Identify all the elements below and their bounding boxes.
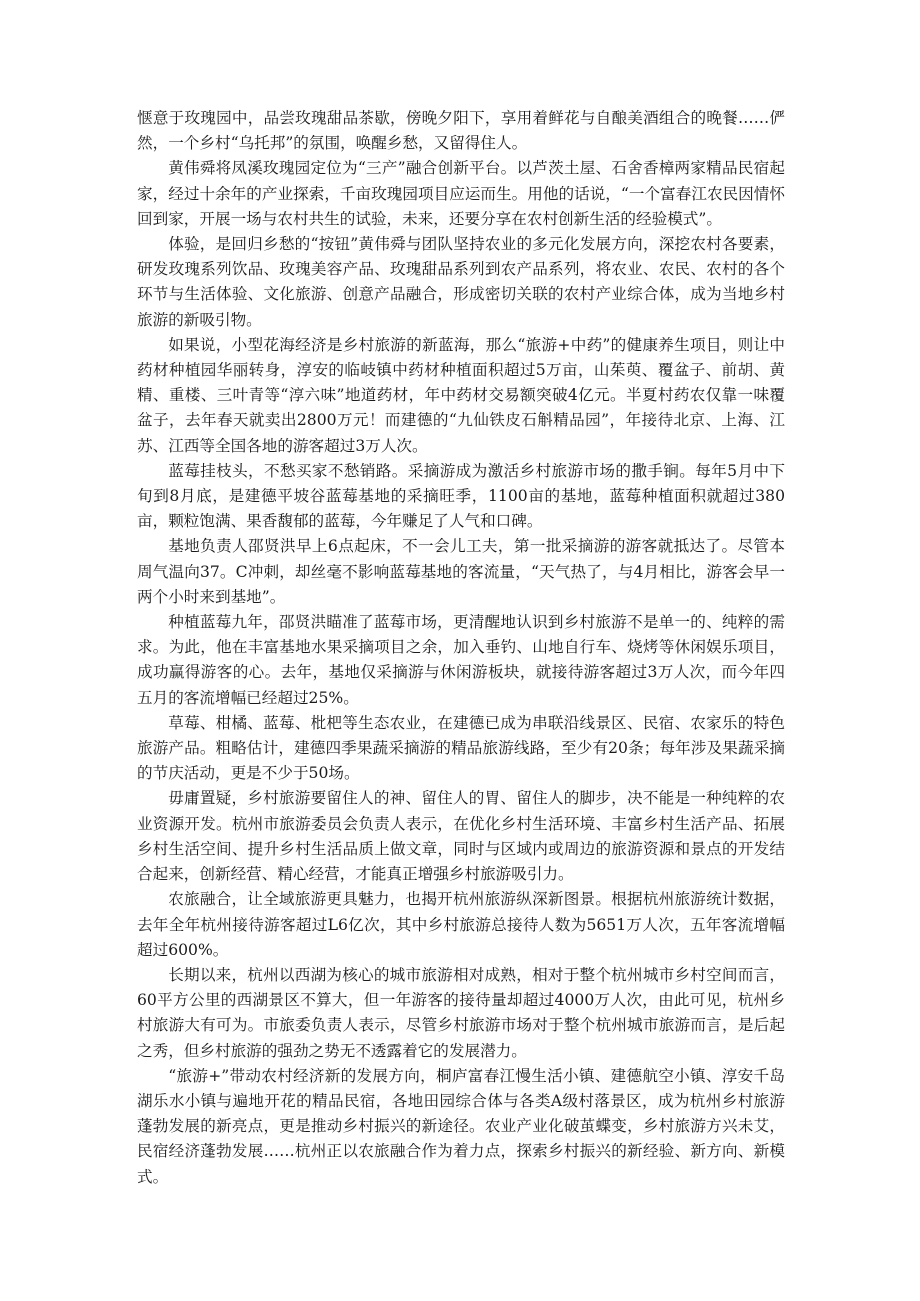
paragraph: 如果说，小型花海经济是乡村旅游的新蓝海，那么“旅游+中药”的健康养生项目，则让中药材种植园华丽转身，淳安的临岐镇中药材种植面积超过5万亩，山茱萸、覆盆子、前胡、黄精、重楼、三叶青等“淳六味”地道药材，年中药材交易额突破4亿元。半夏村药农仅靠一味覆盆子，去年春天就卖出2800万元！而建德的“九仙铁皮石斛精品园”，年接待北京、上海、江苏、江西等全国各地的游客超过3万人次。 bbox=[137, 335, 785, 455]
paragraph: 草莓、柑橘、蓝莓、枇杷等生态农业，在建德已成为串联沿线景区、民宿、农家乐的特色旅游产品。粗略估计，建德四季果蔬采摘游的精品旅游线路，至少有20条；每年涉及果蔬采摘的节庆活动，更是不少于50场。 bbox=[137, 713, 785, 783]
paragraph: 蓝莓挂枝头，不愁买家不愁销路。采摘游成为激活乡村旅游市场的撒手锏。每年5月中下旬到8月底，是建德平坡谷蓝莓基地的采摘旺季，1100亩的基地，蓝莓种植面积就超过380亩，颗粒饱满、果香馥郁的蓝莓，今年赚足了人气和口碑。 bbox=[137, 461, 785, 531]
paragraph: 惬意于玫瑰园中，品尝玫瑰甜品茶歇，傍晚夕阳下，享用着鲜花与自酿美酒组合的晚餐……俨然，一个乡村“乌托邦”的氛围，唤醒乡愁，又留得住人。 bbox=[137, 109, 785, 153]
paragraph: 农旅融合，让全域旅游更具魅力，也揭开杭州旅游纵深新图景。根据杭州旅游统计数据，去年全年杭州接待游客超过L6亿次，其中乡村旅游总接待人数为5651万人次，五年客流增幅超过600%。 bbox=[137, 890, 785, 959]
paragraph: 种植蓝莓九年，邵贤洪瞄准了蓝莓市场，更清醒地认识到乡村旅游不是单一的、纯粹的需求。为此，他在丰富基地水果采摘项目之余，加入垂钓、山地自行车、烧烤等休闲娱乐项目，成功赢得游客的心。去年，基地仅采摘游与休闲游板块，就接待游客超过3万人次，而今年四五月的客流增幅已经超过25%。 bbox=[137, 613, 785, 707]
paragraph: 毋庸置疑，乡村旅游要留住人的神、留住人的胃、留住人的脚步，决不能是一种纯粹的农业资源开发。杭州市旅游委员会负责人表示，在优化乡村生活环境、丰富乡村生活产品、拓展乡村生活空间、提升乡村生活品质上做文章，同时与区域内或周边的旅游资源和景点的开发结合起来，创新经营、精心经营，才能真正增强乡村旅游吸引力。 bbox=[137, 789, 785, 884]
paragraph: 长期以来，杭州以西湖为核心的城市旅游相对成熟，相对于整个杭州城市乡村空间而言，60平方公里的西湖景区不算大，但一年游客的接待量却超过4000万人次，由此可见，杭州乡村旅游大有可为。市旅委负责人表示，尽管乡村旅游市场对于整个杭州城市旅游而言，是后起之秀，但乡村旅游的强劲之势无不透露着它的发展潜力。 bbox=[137, 965, 785, 1060]
paragraph: 体验，是回归乡愁的“按钮”黄伟舜与团队坚持农业的多元化发展方向，深挖农村各要素，研发玫瑰系列饮品、玫瑰美容产品、玫瑰甜品系列到农产品系列，将农业、农民、农村的各个环节与生活体验、文化旅游、创意产品融合，形成密切关联的农村产业综合体，成为当地乡村旅游的新吸引物。 bbox=[137, 235, 785, 329]
article-body bbox=[137, 106, 785, 1190]
paragraph: 基地负责人邵贤洪早上6点起床，不一会儿工夫，第一批采摘游的游客就抵达了。尽管本周气温向37。C冲刺，却丝毫不影响蓝莓基地的客流量，“天气热了，与4月相比，游客会早一两个小时来到基地”。 bbox=[137, 537, 785, 606]
paragraph: “旅游+”带动农村经济新的发展方向，桐庐富春江慢生活小镇、建德航空小镇、淳安千岛湖乐水小镇与遍地开花的精品民宿，各地田园综合体与各类A级村落景区，成为杭州乡村旅游蓬勃发展的新亮点，更是推动乡村振兴的新途径。农业产业化破茧蝶变，乡村旅游方兴未艾，民宿经济蓬勃发展……杭州正以农旅融合作为着力点，探索乡村振兴的新经验、新方向、新模式。 bbox=[137, 1066, 785, 1186]
paragraph: 黄伟舜将凤溪玫瑰园定位为“三产”融合创新平台。以芦茨土屋、石舍香樟两家精品民宿起家，经过十余年的产业探索，千亩玫瑰园项目应运而生。用他的话说，“一个富春江农民因情怀回到家，开展一场与农村共生的试验，未来，还要分享在农村创新生活的经验模式”。 bbox=[137, 159, 785, 228]
